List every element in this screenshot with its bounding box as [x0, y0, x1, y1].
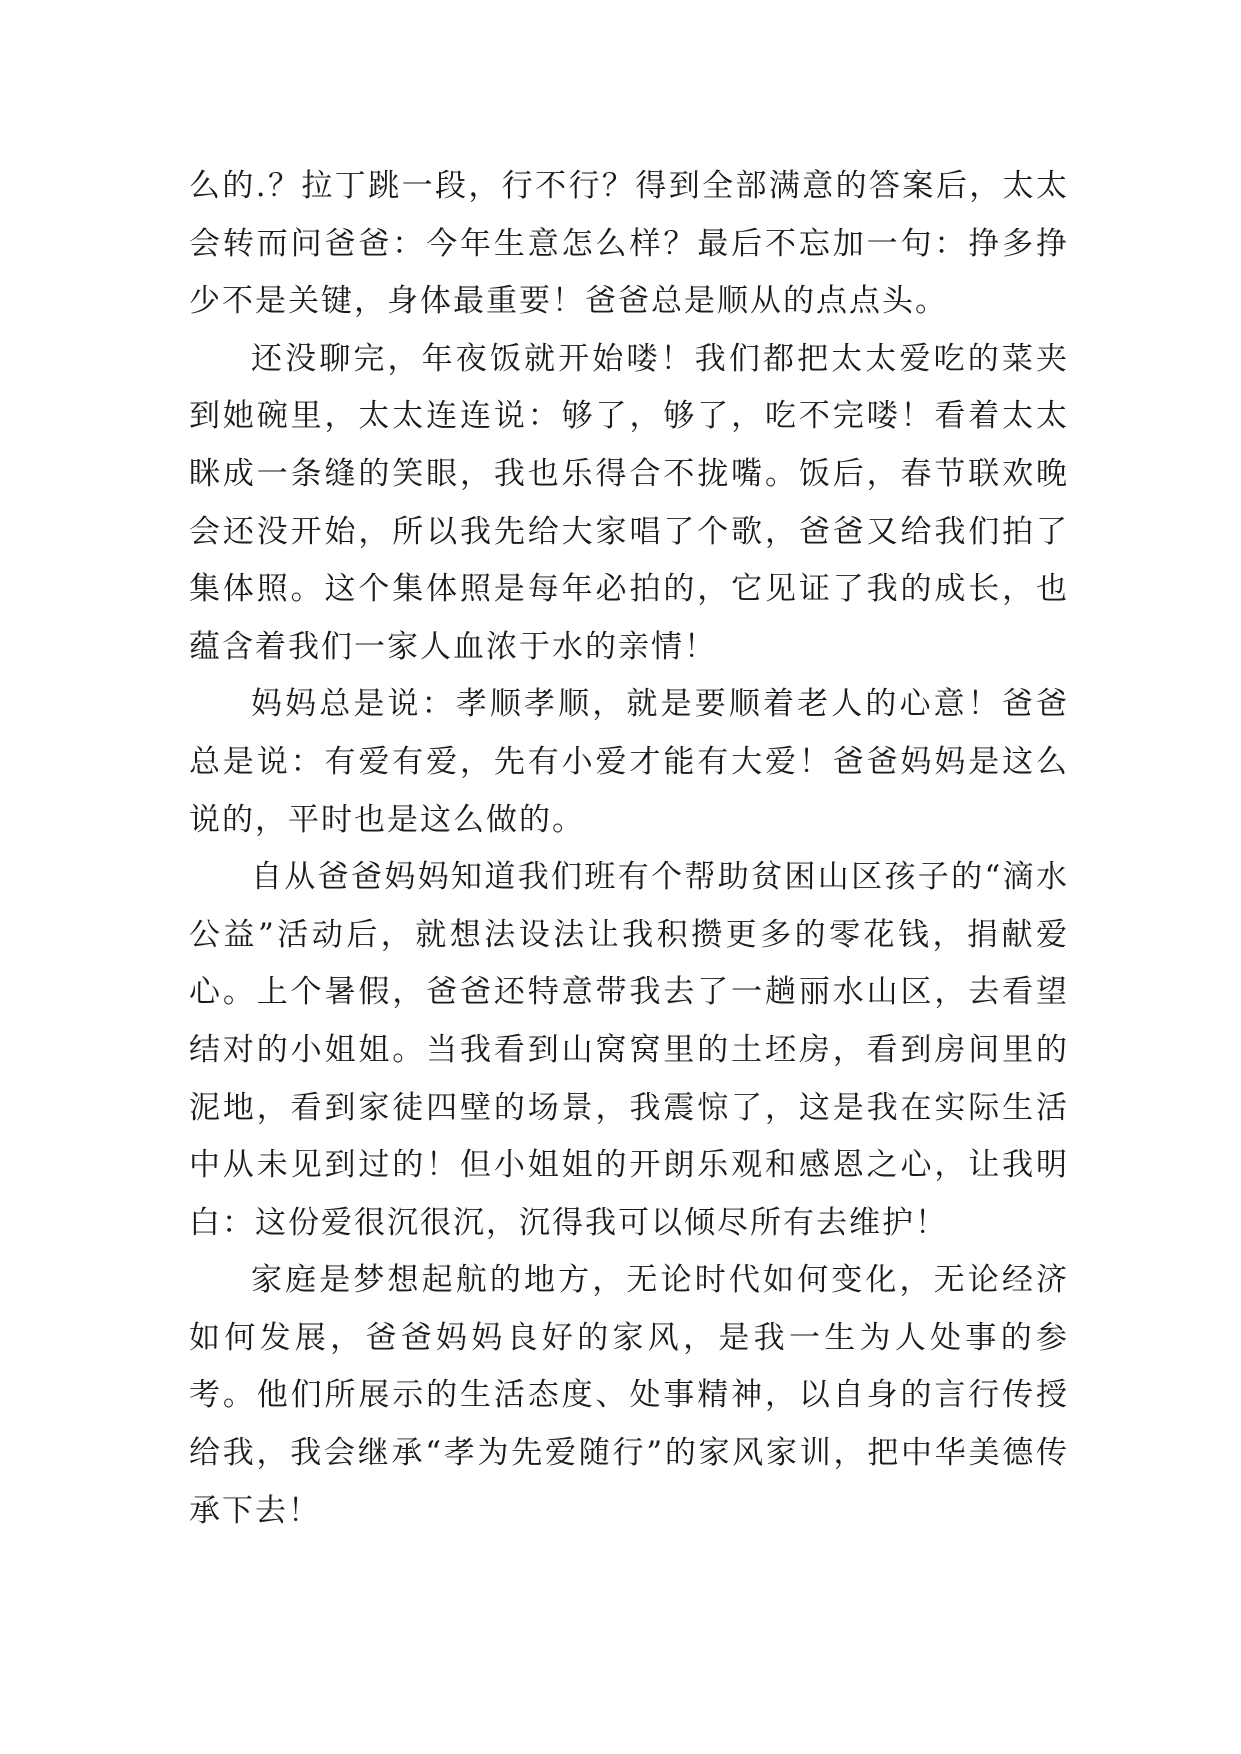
- paragraph-5: 家庭是梦想起航的地方，无论时代如何变化，无论经济如何发展，爸爸妈妈良好的家风，是我一生为人处事的参考。他们所展示的生活态度、处事精神，以自身的言行传授给我，我会继承“孝为先爱随行”的家风家训，把中华美德传承下去！: [189, 1262, 1069, 1529]
- paragraph-3: 妈妈总是说：孝顺孝顺，就是要顺着老人的心意！爸爸总是说：有爱有爱，先有小爱才能有大爱！爸爸妈妈是这么说的，平时也是这么做的。: [189, 686, 1069, 838]
- paragraph-2: 还没聊完，年夜饭就开始喽！我们都把太太爱吃的菜夹到她碗里，太太连连说：够了，够了，吃不完喽！看着太太眯成一条缝的笑眼，我也乐得合不拢嘴。饭后，春节联欢晚会还没开始，所以我先给大家唱了个歌，爸爸又给我们拍了集体照。这个集体照是每年必拍的，它见证了我的成长，也蕴含着我们一家人血浓于水的亲情！: [189, 340, 1069, 665]
- essay-body: [189, 158, 1069, 1540]
- paragraph-1: 么的.？拉丁跳一段，行不行？得到全部满意的答案后，太太会转而问爸爸：今年生意怎么样？最后不忘加一句：挣多挣少不是关键，身体最重要！爸爸总是顺从的点点头。: [189, 168, 1069, 320]
- paragraph-4: 自从爸爸妈妈知道我们班有个帮助贫困山区孩子的“滴水公益”活动后，就想法设法让我积攒更多的零花钱，捐献爱心。上个暑假，爸爸还特意带我去了一趟丽水山区，去看望结对的小姐姐。当我看到山窝窝里的土坯房，看到房间里的泥地，看到家徒四壁的场景，我震惊了，这是我在实际生活中从未见到过的！但小姐姐的开朗乐观和感恩之心，让我明白：这份爱很沉很沉，沉得我可以倾尽所有去维护！: [189, 859, 1069, 1241]
